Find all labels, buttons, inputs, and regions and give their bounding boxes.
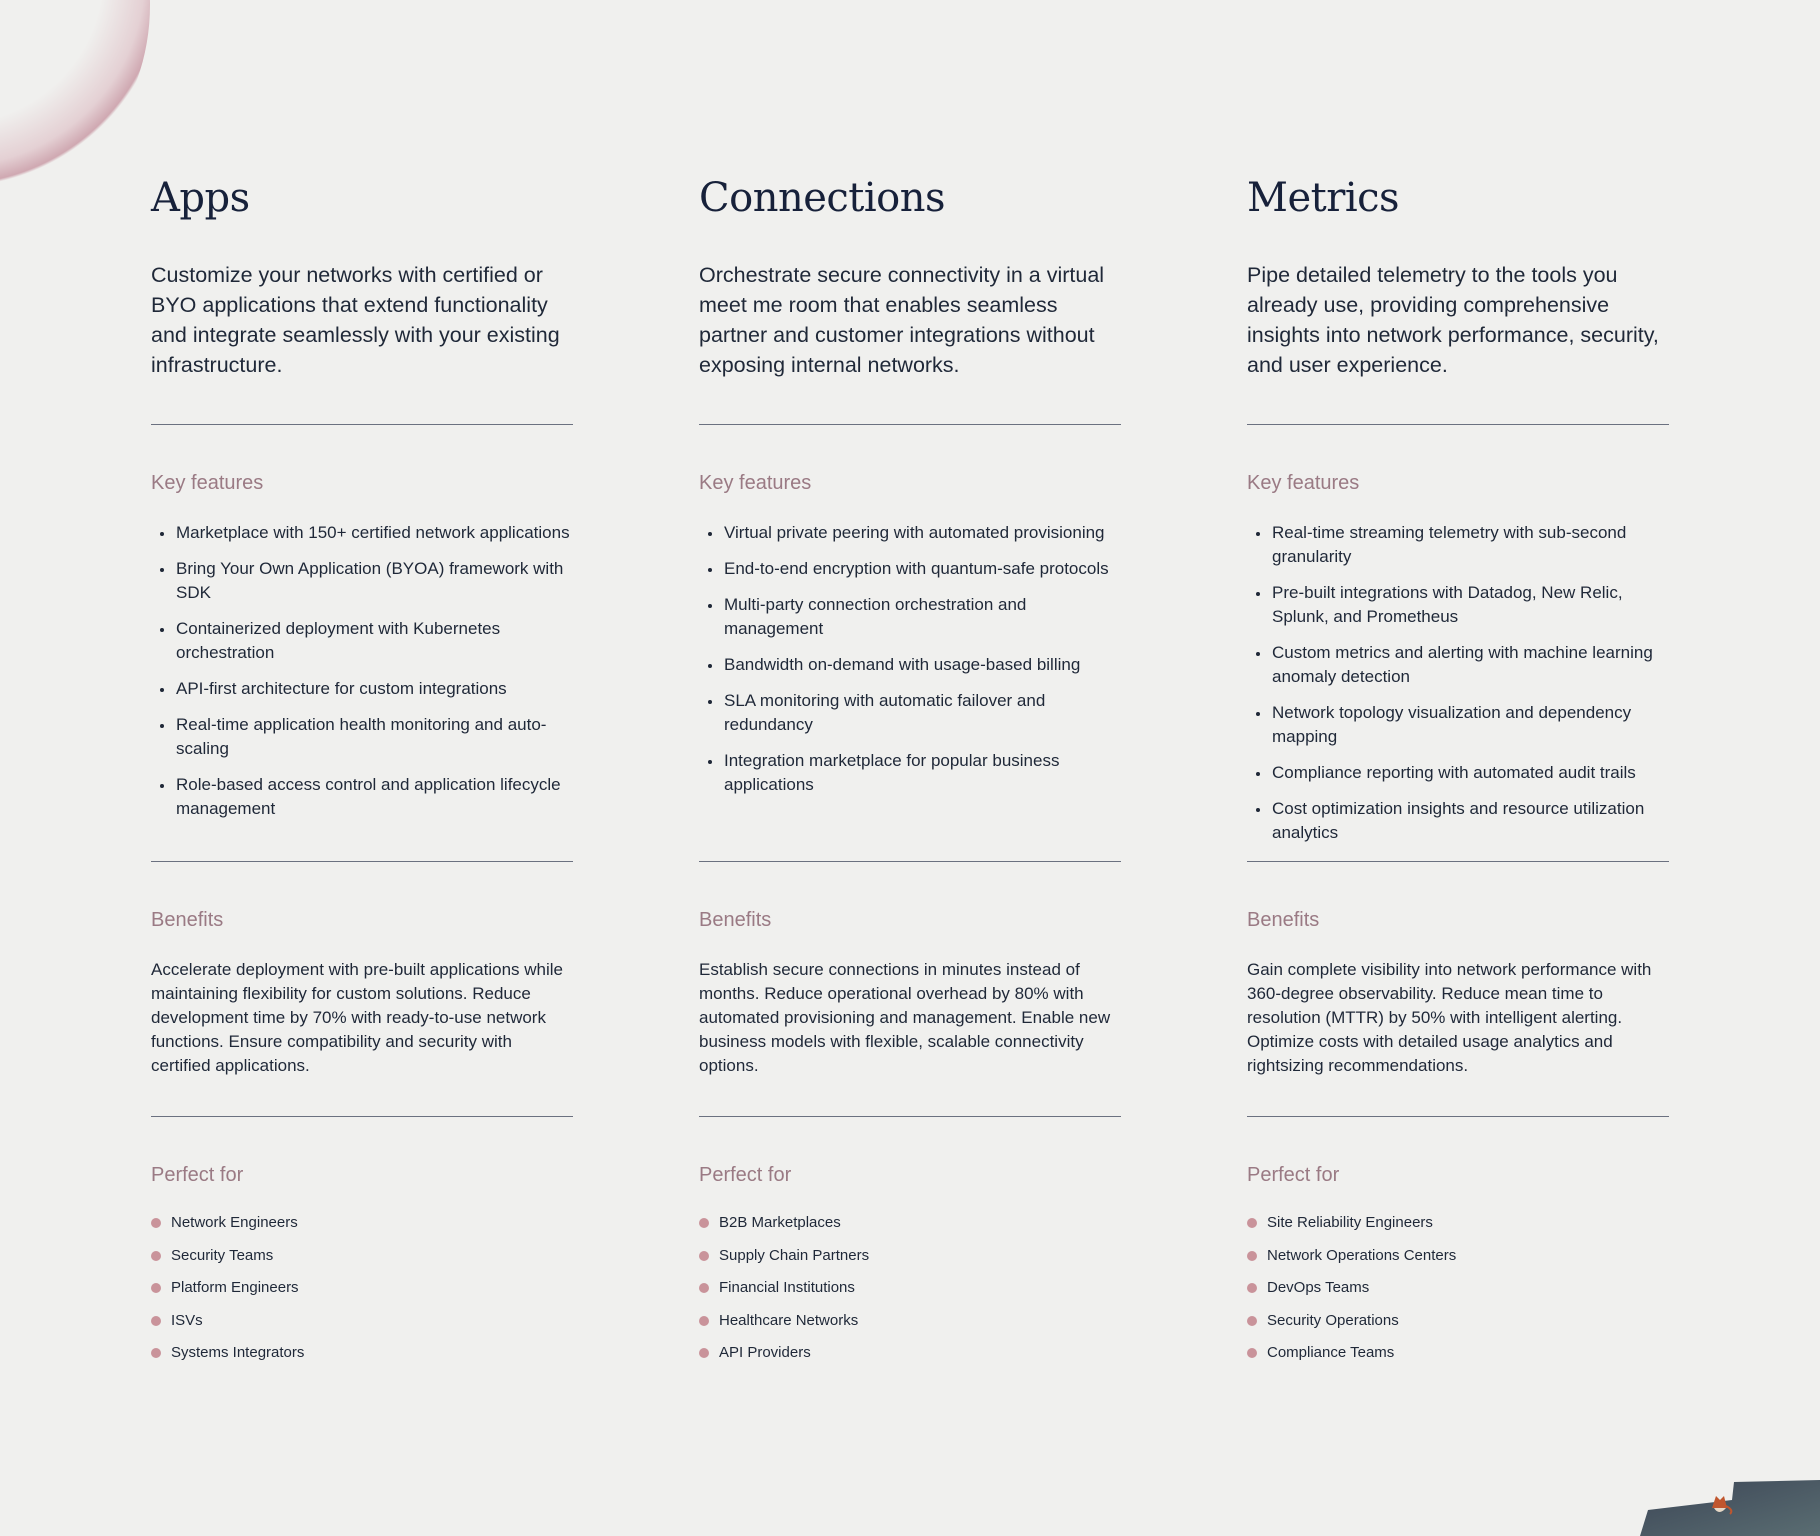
perfect-for-list <box>1247 1213 1669 1363</box>
bullet-icon <box>160 784 164 788</box>
feature-text: SLA monitoring with automatic failover and redundancy <box>724 691 1046 734</box>
benefits-text: Accelerate deployment with pre-built applications while maintaining flexibility for custom solutions. Reduce development time by 70% with ready-to-use network functions. Ensure compatibility and security with certified applications. <box>151 960 563 1075</box>
dot-icon <box>151 1348 161 1358</box>
feature-item <box>699 653 1121 677</box>
bullet-icon <box>708 700 712 704</box>
feature-item <box>151 617 573 665</box>
divider <box>699 1116 1121 1117</box>
column-apps <box>151 170 573 1376</box>
dot-icon <box>699 1218 709 1228</box>
dot-icon <box>699 1316 709 1326</box>
audience-text: DevOps Teams <box>1267 1279 1370 1296</box>
column-description: Pipe detailed telemetry to the tools you already use, providing comprehensive insights into network performance, security, and user experience. <box>1247 263 1659 377</box>
audience-item <box>699 1343 1121 1363</box>
dot-icon <box>1247 1316 1257 1326</box>
audience-text: Compliance Teams <box>1267 1344 1395 1361</box>
audience-text: B2B Marketplaces <box>719 1214 841 1231</box>
audience-text: Healthcare Networks <box>719 1311 859 1329</box>
bullet-icon <box>1256 772 1260 776</box>
feature-item <box>1247 581 1669 629</box>
feature-item <box>151 773 573 821</box>
audience-item <box>1247 1278 1669 1298</box>
feature-text: Bring Your Own Application (BYOA) framework with SDK <box>176 559 564 602</box>
feature-item <box>699 749 1121 797</box>
key-features-heading: Key features <box>151 472 264 494</box>
dot-icon <box>151 1251 161 1261</box>
audience-text: Security Teams <box>171 1246 274 1264</box>
feature-item <box>151 677 573 701</box>
audience-text: API Providers <box>719 1344 811 1361</box>
feature-item <box>1247 521 1669 569</box>
dot-icon <box>151 1316 161 1326</box>
decorative-hill-illustration <box>1634 1470 1820 1536</box>
column-description: Customize your networks with certified or BYO applications that extend functionality and integrate seamlessly with your existing infrastructure. <box>151 263 560 377</box>
bullet-icon <box>160 532 164 536</box>
feature-item <box>1247 701 1669 749</box>
audience-text: Platform Engineers <box>171 1279 299 1296</box>
key-features-heading: Key features <box>1247 472 1360 494</box>
feature-text: Real-time streaming telemetry with sub-second granularity <box>1272 523 1627 566</box>
bullet-icon <box>708 604 712 608</box>
feature-item <box>1247 797 1669 845</box>
audience-item <box>1247 1311 1669 1331</box>
feature-item <box>699 689 1121 737</box>
feature-text: Compliance reporting with automated audit trails <box>1272 763 1636 782</box>
column-title: Apps <box>151 175 250 221</box>
audience-item <box>151 1213 573 1233</box>
feature-item <box>699 557 1121 581</box>
audience-text: Supply Chain Partners <box>719 1246 870 1264</box>
audience-item <box>151 1246 573 1266</box>
feature-text: Custom metrics and alerting with machine learning anomaly detection <box>1272 643 1653 686</box>
bullet-icon <box>160 568 164 572</box>
bullet-icon <box>1256 808 1260 812</box>
audience-item <box>699 1278 1121 1298</box>
decorative-corner-arc <box>0 0 150 200</box>
feature-text: Multi-party connection orchestration and management <box>724 595 1027 638</box>
audience-text: Site Reliability Engineers <box>1267 1214 1433 1231</box>
column-title: Metrics <box>1247 175 1400 221</box>
divider <box>1247 861 1669 862</box>
dot-icon <box>151 1218 161 1228</box>
bullet-icon <box>1256 592 1260 596</box>
bullet-icon <box>160 628 164 632</box>
feature-text: Pre-built integrations with Datadog, New Relic, Splunk, and Prometheus <box>1272 583 1623 626</box>
feature-text: Cost optimization insights and resource utilization analytics <box>1272 799 1645 842</box>
benefits-text: Gain complete visibility into network performance with 360-degree observability. Reduce mean time to resolution (MTTR) by 50% with intelligent alerting. Optimize costs with detailed usage analytics and rightsizing recommendations. <box>1247 960 1652 1075</box>
bullet-icon <box>1256 652 1260 656</box>
bullet-icon <box>708 568 712 572</box>
audience-text: Network Engineers <box>171 1214 298 1231</box>
divider <box>699 424 1121 425</box>
feature-item <box>1247 761 1669 785</box>
perfect-for-list <box>699 1213 1121 1363</box>
key-features-list <box>1247 521 1669 861</box>
feature-item <box>151 713 573 761</box>
column-description: Orchestrate secure connectivity in a virtual meet me room that enables seamless partner and customer integrations without exposing internal networks. <box>699 263 1105 377</box>
audience-item <box>1247 1213 1669 1233</box>
bullet-icon <box>708 664 712 668</box>
feature-text: Integration marketplace for popular business applications <box>724 751 1060 794</box>
audience-item <box>1247 1343 1669 1363</box>
divider <box>151 1116 573 1117</box>
divider <box>151 861 573 862</box>
feature-text: Real-time application health monitoring and auto-scaling <box>176 715 547 758</box>
key-features-list <box>151 521 573 861</box>
audience-text: Network Operations Centers <box>1267 1246 1457 1264</box>
bullet-icon <box>160 688 164 692</box>
benefits-heading: Benefits <box>699 909 772 931</box>
feature-item <box>151 557 573 605</box>
divider <box>1247 1116 1669 1117</box>
audience-text: ISVs <box>171 1311 203 1329</box>
dot-icon <box>699 1348 709 1358</box>
perfect-for-heading: Perfect for <box>151 1164 244 1186</box>
bullet-icon <box>708 532 712 536</box>
dot-icon <box>699 1251 709 1261</box>
audience-item <box>151 1343 573 1363</box>
benefits-heading: Benefits <box>151 909 224 931</box>
perfect-for-heading: Perfect for <box>699 1164 792 1186</box>
dot-icon <box>151 1283 161 1293</box>
audience-text: Financial Institutions <box>719 1279 855 1296</box>
divider <box>151 424 573 425</box>
column-connections <box>699 170 1121 1376</box>
product-columns <box>151 170 1669 1376</box>
perfect-for-list <box>151 1213 573 1363</box>
feature-item <box>699 521 1121 545</box>
dot-icon <box>1247 1348 1257 1358</box>
benefits-heading: Benefits <box>1247 909 1320 931</box>
feature-text: End-to-end encryption with quantum-safe protocols <box>724 559 1109 578</box>
dot-icon <box>699 1283 709 1293</box>
bullet-icon <box>1256 712 1260 716</box>
benefits-text: Establish secure connections in minutes instead of months. Reduce operational overhead by 80% with automated provisioning and management. Enable new business models with flexible, scalable connectivity options. <box>699 960 1111 1075</box>
dot-icon <box>1247 1218 1257 1228</box>
audience-item <box>1247 1246 1669 1266</box>
bullet-icon <box>160 724 164 728</box>
audience-text: Security Operations <box>1267 1311 1399 1329</box>
audience-item <box>699 1246 1121 1266</box>
feature-text: Role-based access control and application lifecycle management <box>176 775 561 818</box>
audience-text: Systems Integrators <box>171 1344 305 1361</box>
feature-text: API-first architecture for custom integrations <box>176 679 507 698</box>
column-metrics <box>1247 170 1669 1376</box>
audience-item <box>699 1213 1121 1233</box>
feature-text: Virtual private peering with automated provisioning <box>724 523 1105 542</box>
perfect-for-heading: Perfect for <box>1247 1164 1340 1186</box>
key-features-heading: Key features <box>699 472 812 494</box>
feature-item <box>699 593 1121 641</box>
column-title: Connections <box>699 175 946 221</box>
bullet-icon <box>1256 532 1260 536</box>
feature-item <box>1247 641 1669 689</box>
key-features-list <box>699 521 1121 861</box>
divider <box>1247 424 1669 425</box>
dot-icon <box>1247 1251 1257 1261</box>
audience-item <box>151 1278 573 1298</box>
audience-item <box>151 1311 573 1331</box>
bullet-icon <box>708 760 712 764</box>
audience-item <box>699 1311 1121 1331</box>
feature-text: Network topology visualization and dependency mapping <box>1272 703 1632 746</box>
feature-text: Marketplace with 150+ certified network applications <box>176 523 570 542</box>
divider <box>699 861 1121 862</box>
feature-text: Bandwidth on-demand with usage-based billing <box>724 655 1081 674</box>
feature-item <box>151 521 573 545</box>
dot-icon <box>1247 1283 1257 1293</box>
feature-text: Containerized deployment with Kubernetes orchestration <box>176 619 501 662</box>
